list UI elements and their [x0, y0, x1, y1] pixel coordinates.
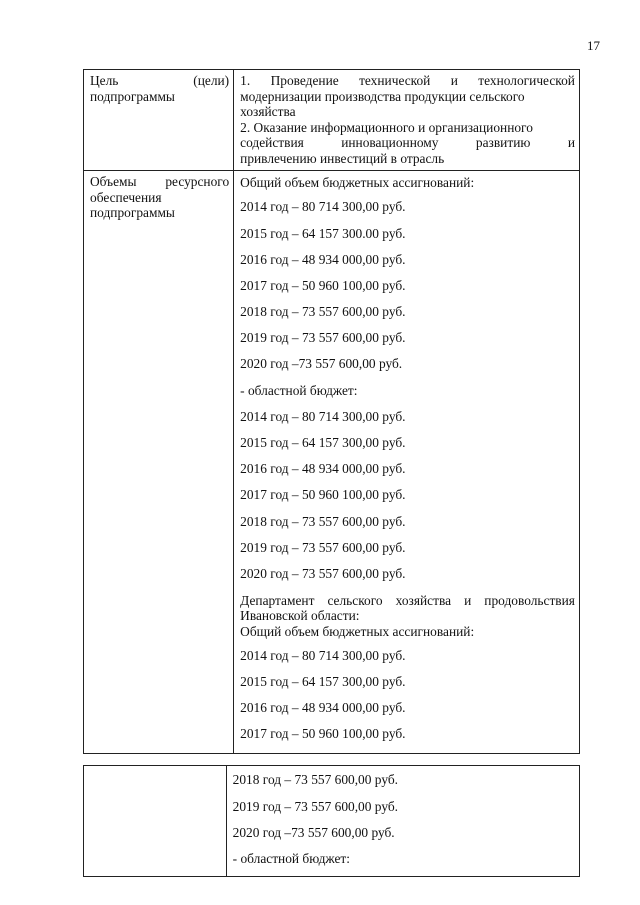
goal-content-cell [234, 70, 580, 171]
goal1-line3: хозяйства [240, 104, 296, 119]
goal1-word: Проведение [270, 73, 339, 88]
regional-year-2018: 2018 год – 73 557 600,00 руб. [240, 513, 406, 529]
goal1-line2: модернизации производства продукции сельского [240, 88, 525, 104]
goal-row [84, 70, 580, 171]
resources-label-line3: подпрограммы [90, 205, 175, 220]
total-year-2016: 2016 год – 48 934 000,00 руб. [240, 251, 406, 267]
regional-year-2019: 2019 год – 73 557 600,00 руб. [240, 539, 406, 555]
dept-word: продовольствия [484, 592, 575, 608]
goal1-word: технологической [478, 73, 575, 88]
total-year-2018: 2018 год – 73 557 600,00 руб. [240, 304, 406, 320]
continuation-label-cell [84, 766, 227, 877]
goal-label-line2: подпрограммы [90, 88, 175, 104]
total-year-2019: 2019 год – 73 557 600,00 руб. [240, 330, 406, 346]
resources-label-line2: обеспечения [90, 189, 162, 205]
goal2-line3: привлечению инвестиций в отрасль [240, 150, 445, 166]
goal-label-word2: (цели) [193, 73, 230, 88]
dept-line2: Ивановской области: [240, 608, 360, 624]
goal2-word: и [567, 135, 575, 150]
dept-year-2016: 2016 год – 48 934 000,00 руб. [240, 700, 406, 716]
regional-year-2020: 2020 год – 73 557 600,00 руб. [240, 565, 406, 581]
dept-line1 [240, 593, 575, 609]
dept-word: и [464, 592, 472, 608]
goal-label-cell [84, 70, 234, 171]
resources-label-line1 [90, 174, 229, 190]
goal2-word: развитию [475, 135, 531, 150]
goal2-word: инновационному [341, 135, 439, 150]
continuation-row [84, 766, 580, 877]
goal-label-word1: Цель [90, 73, 119, 88]
goal1-line1 [240, 73, 575, 89]
goal2-line2 [240, 135, 575, 151]
dept-total-header: Общий объем бюджетных ассигнований: [240, 623, 475, 639]
goal1-word: 1. [240, 73, 251, 88]
dept-word: сельского [327, 592, 383, 608]
goal1-word: и [450, 73, 458, 88]
regional-year-2017: 2017 год – 50 960 100,00 руб. [240, 487, 406, 503]
continuation-table [83, 765, 580, 877]
total-year-2020: 2020 год –73 557 600,00 руб. [240, 356, 403, 372]
goal1-word: технической [359, 73, 431, 88]
total-year-2014: 2014 год – 80 714 300,00 руб. [240, 199, 406, 215]
goal-label-line1 [90, 73, 229, 89]
dept-word: хозяйства [395, 592, 452, 608]
resources-label-word: Объемы [90, 174, 137, 189]
goal2-line1: 2. Оказание информационного и организационного [240, 119, 533, 135]
total-header: Общий объем бюджетных ассигнований: [240, 175, 475, 191]
regional-year-2016: 2016 год – 48 934 000,00 руб. [240, 461, 406, 477]
regional-year-2014: 2014 год – 80 714 300,00 руб. [240, 408, 406, 424]
dept-word: Департамент [240, 592, 315, 608]
resources-label-word: ресурсного [165, 174, 230, 189]
cont-year-2018: 2018 год – 73 557 600,00 руб. [232, 772, 398, 788]
dept-year-2017: 2017 год – 50 960 100,00 руб. [240, 726, 406, 742]
resources-label-cell [84, 171, 234, 754]
continuation-content-cell [226, 766, 579, 877]
goal2-word: содействия [240, 135, 304, 150]
cont-year-2020: 2020 год –73 557 600,00 руб. [232, 824, 395, 840]
total-year-2017: 2017 год – 50 960 100,00 руб. [240, 277, 406, 293]
resources-row [84, 171, 580, 754]
cont-year-2019: 2019 год – 73 557 600,00 руб. [232, 798, 398, 814]
passport-table [83, 69, 580, 754]
dept-year-2014: 2014 год – 80 714 300,00 руб. [240, 647, 406, 663]
dept-year-2015: 2015 год – 64 157 300,00 руб. [240, 673, 406, 689]
cont-regional-header: - областной бюджет: [232, 850, 350, 866]
regional-year-2015: 2015 год – 64 157 300,00 руб. [240, 435, 406, 451]
regional-header: - областной бюджет: [240, 382, 358, 398]
total-year-2015: 2015 год – 64 157 300.00 руб. [240, 225, 406, 241]
page-number: 17 [587, 38, 600, 53]
resources-content-cell [234, 171, 580, 754]
